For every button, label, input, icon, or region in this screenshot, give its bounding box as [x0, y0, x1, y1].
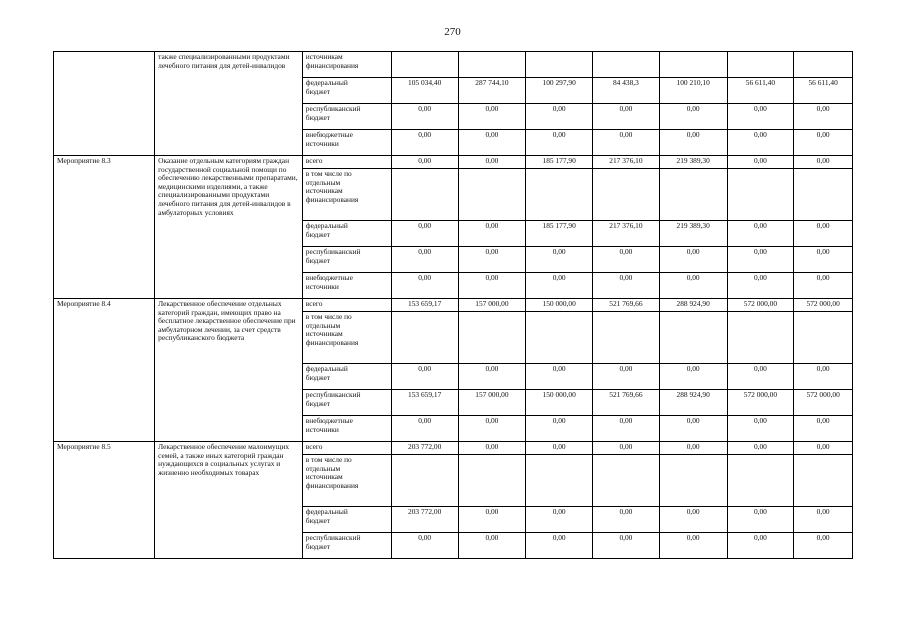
- amount-cell: 0,00: [659, 533, 727, 559]
- amount-cell: [659, 52, 727, 78]
- amount-cell: 0,00: [391, 130, 458, 156]
- measure-description-cell: Оказание отдельным категориям граждан государственной социальной помощи по обеспечению лекарственными препаратами, медицинскими изделиями, а также специализированными продуктами лечебного питания для детей-инвалидов в амбулаторных условиях: [155, 156, 303, 299]
- amount-cell: 0,00: [593, 533, 660, 559]
- amount-cell: 0,00: [659, 507, 727, 533]
- amount-cell: 0,00: [727, 130, 794, 156]
- funding-source-cell: республиканский бюджет: [302, 533, 391, 559]
- amount-cell: 0,00: [727, 247, 794, 273]
- amount-cell: 84 438,3: [593, 78, 660, 104]
- amount-cell: [526, 312, 593, 364]
- amount-cell: 0,00: [659, 104, 727, 130]
- funding-source-cell: всего: [302, 299, 391, 312]
- amount-cell: 0,00: [391, 273, 458, 299]
- measure-description-cell: также специализированными продуктами лечебного питания для детей-инвалидов: [155, 52, 303, 156]
- amount-cell: 288 924,90: [659, 299, 727, 312]
- funding-source-cell: в том числе по отдельным источникам финансирования: [302, 312, 391, 364]
- amount-cell: 0,00: [526, 247, 593, 273]
- table-row: [54, 299, 853, 312]
- amount-cell: [727, 455, 794, 507]
- amount-cell: 0,00: [659, 364, 727, 390]
- amount-cell: 0,00: [794, 364, 853, 390]
- funding-source-cell: федеральный бюджет: [302, 78, 391, 104]
- funding-source-cell: всего: [302, 442, 391, 455]
- amount-cell: 0,00: [458, 247, 526, 273]
- amount-cell: [727, 312, 794, 364]
- table-row: [54, 156, 853, 169]
- amount-cell: [458, 169, 526, 221]
- amount-cell: 157 000,00: [458, 390, 526, 416]
- amount-cell: 0,00: [659, 273, 727, 299]
- amount-cell: 0,00: [659, 416, 727, 442]
- measure-description-cell: Лекарственное обеспечение малоимущих семей, а также иных категорий граждан нуждающихся в социальных услугах и жизненно необходимых товарах: [155, 442, 303, 559]
- amount-cell: 0,00: [593, 507, 660, 533]
- amount-cell: 0,00: [727, 104, 794, 130]
- amount-cell: [727, 52, 794, 78]
- amount-cell: 521 769,66: [593, 390, 660, 416]
- amount-cell: 0,00: [458, 416, 526, 442]
- amount-cell: 0,00: [727, 364, 794, 390]
- amount-cell: 0,00: [727, 416, 794, 442]
- funding-source-cell: республиканский бюджет: [302, 390, 391, 416]
- amount-cell: [794, 455, 853, 507]
- amount-cell: [526, 52, 593, 78]
- amount-cell: 157 000,00: [458, 299, 526, 312]
- amount-cell: 0,00: [526, 130, 593, 156]
- budget-table: [53, 51, 853, 559]
- amount-cell: [458, 52, 526, 78]
- amount-cell: [593, 169, 660, 221]
- amount-cell: 0,00: [794, 533, 853, 559]
- amount-cell: 0,00: [458, 507, 526, 533]
- funding-source-cell: внебюджетные источники: [302, 130, 391, 156]
- amount-cell: 0,00: [526, 364, 593, 390]
- amount-cell: 0,00: [526, 273, 593, 299]
- amount-cell: 217 376,10: [593, 156, 660, 169]
- amount-cell: 0,00: [727, 273, 794, 299]
- amount-cell: 0,00: [593, 130, 660, 156]
- table-row: [54, 442, 853, 455]
- amount-cell: [794, 52, 853, 78]
- amount-cell: 572 000,00: [727, 390, 794, 416]
- funding-source-cell: в том числе по отдельным источникам финансирования: [302, 169, 391, 221]
- amount-cell: 150 000,00: [526, 299, 593, 312]
- page-number: 270: [444, 26, 461, 38]
- measure-description-cell: Лекарственное обеспечение отдельных категорий граждан, имеющих право на бесплатное лекарственное обеспечение при амбулаторном лечении, за счет средств республиканского бюджета: [155, 299, 303, 442]
- measure-name-cell: [54, 52, 155, 156]
- amount-cell: 0,00: [794, 273, 853, 299]
- measure-name-cell: Мероприятие 8.4: [54, 299, 155, 442]
- amount-cell: 105 034,40: [391, 78, 458, 104]
- funding-source-cell: федеральный бюджет: [302, 507, 391, 533]
- funding-source-cell: федеральный бюджет: [302, 364, 391, 390]
- amount-cell: 203 772,00: [391, 507, 458, 533]
- funding-source-cell: источникам финансирования: [302, 52, 391, 78]
- amount-cell: 219 389,30: [659, 221, 727, 247]
- amount-cell: 0,00: [659, 442, 727, 455]
- amount-cell: 56 611,40: [727, 78, 794, 104]
- amount-cell: 0,00: [593, 442, 660, 455]
- amount-cell: 153 659,17: [391, 299, 458, 312]
- amount-cell: 287 744,10: [458, 78, 526, 104]
- amount-cell: [526, 169, 593, 221]
- table-row: [54, 52, 853, 78]
- amount-cell: 0,00: [727, 156, 794, 169]
- amount-cell: 0,00: [659, 130, 727, 156]
- amount-cell: 521 769,66: [593, 299, 660, 312]
- measure-name-cell: Мероприятие 8.3: [54, 156, 155, 299]
- amount-cell: 0,00: [458, 130, 526, 156]
- amount-cell: 203 772,00: [391, 442, 458, 455]
- amount-cell: 0,00: [727, 442, 794, 455]
- amount-cell: 0,00: [391, 156, 458, 169]
- amount-cell: 0,00: [794, 442, 853, 455]
- amount-cell: 153 659,17: [391, 390, 458, 416]
- amount-cell: 0,00: [458, 156, 526, 169]
- amount-cell: 0,00: [593, 104, 660, 130]
- amount-cell: 0,00: [458, 221, 526, 247]
- amount-cell: 0,00: [526, 416, 593, 442]
- amount-cell: 0,00: [794, 104, 853, 130]
- amount-cell: [659, 455, 727, 507]
- amount-cell: 0,00: [526, 104, 593, 130]
- amount-cell: 0,00: [458, 533, 526, 559]
- amount-cell: 0,00: [593, 364, 660, 390]
- amount-cell: 56 611,40: [794, 78, 853, 104]
- amount-cell: 0,00: [794, 247, 853, 273]
- amount-cell: 0,00: [391, 416, 458, 442]
- amount-cell: 0,00: [458, 442, 526, 455]
- amount-cell: 0,00: [458, 104, 526, 130]
- amount-cell: 0,00: [593, 416, 660, 442]
- amount-cell: 0,00: [794, 156, 853, 169]
- measure-name-cell: Мероприятие 8.5: [54, 442, 155, 559]
- amount-cell: [391, 312, 458, 364]
- amount-cell: [593, 312, 660, 364]
- amount-cell: 219 389,30: [659, 156, 727, 169]
- amount-cell: 572 000,00: [794, 390, 853, 416]
- amount-cell: 0,00: [391, 364, 458, 390]
- amount-cell: 217 376,10: [593, 221, 660, 247]
- amount-cell: 0,00: [794, 507, 853, 533]
- amount-cell: [593, 52, 660, 78]
- amount-cell: [391, 52, 458, 78]
- amount-cell: 0,00: [727, 507, 794, 533]
- amount-cell: 0,00: [794, 416, 853, 442]
- amount-cell: [659, 312, 727, 364]
- funding-source-cell: внебюджетные источники: [302, 416, 391, 442]
- amount-cell: 0,00: [526, 533, 593, 559]
- amount-cell: 0,00: [794, 221, 853, 247]
- amount-cell: 100 210,10: [659, 78, 727, 104]
- amount-cell: 572 000,00: [794, 299, 853, 312]
- amount-cell: [794, 312, 853, 364]
- funding-source-cell: в том числе по отдельным источникам финансирования: [302, 455, 391, 507]
- amount-cell: 572 000,00: [727, 299, 794, 312]
- amount-cell: 0,00: [593, 247, 660, 273]
- amount-cell: [794, 169, 853, 221]
- amount-cell: 0,00: [391, 247, 458, 273]
- amount-cell: 0,00: [391, 533, 458, 559]
- amount-cell: 185 177,90: [526, 156, 593, 169]
- amount-cell: 0,00: [727, 221, 794, 247]
- amount-cell: [727, 169, 794, 221]
- amount-cell: 0,00: [458, 364, 526, 390]
- amount-cell: 0,00: [727, 533, 794, 559]
- funding-source-cell: республиканский бюджет: [302, 247, 391, 273]
- amount-cell: [391, 169, 458, 221]
- amount-cell: [391, 455, 458, 507]
- amount-cell: 0,00: [794, 130, 853, 156]
- amount-cell: 0,00: [659, 247, 727, 273]
- amount-cell: 150 000,00: [526, 390, 593, 416]
- amount-cell: 0,00: [526, 442, 593, 455]
- amount-cell: [593, 455, 660, 507]
- funding-source-cell: внебюджетные источники: [302, 273, 391, 299]
- funding-source-cell: республиканский бюджет: [302, 104, 391, 130]
- funding-source-cell: всего: [302, 156, 391, 169]
- amount-cell: 0,00: [593, 273, 660, 299]
- amount-cell: 185 177,90: [526, 221, 593, 247]
- amount-cell: [526, 455, 593, 507]
- amount-cell: 100 297,90: [526, 78, 593, 104]
- amount-cell: [659, 169, 727, 221]
- amount-cell: 0,00: [391, 104, 458, 130]
- amount-cell: [458, 455, 526, 507]
- amount-cell: 0,00: [526, 507, 593, 533]
- amount-cell: 0,00: [391, 221, 458, 247]
- amount-cell: 0,00: [458, 273, 526, 299]
- funding-source-cell: федеральный бюджет: [302, 221, 391, 247]
- amount-cell: [458, 312, 526, 364]
- amount-cell: 288 924,90: [659, 390, 727, 416]
